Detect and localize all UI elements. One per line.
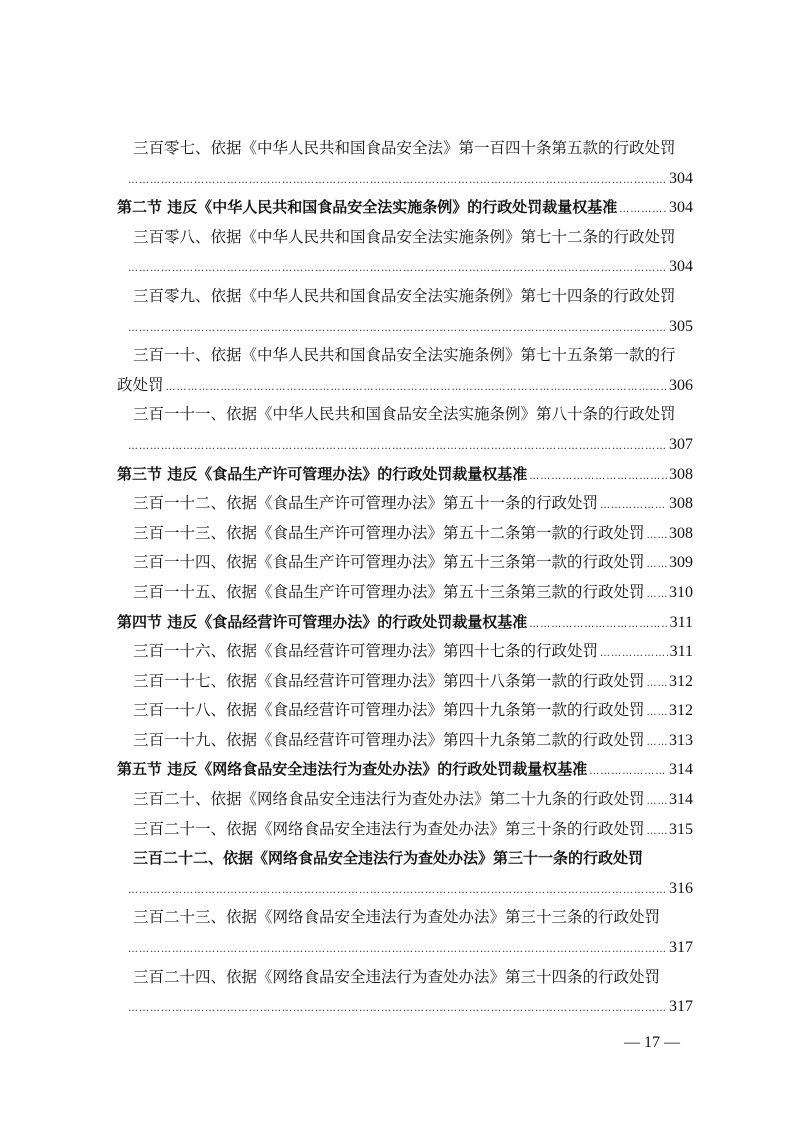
toc-entry-text: 三百一十九、依据《食品经营许可管理办法》第四十九条第二款的行政处罚 <box>133 730 645 749</box>
dot-leader <box>647 669 667 697</box>
table-of-contents <box>117 134 693 1022</box>
toc-section-heading[interactable] <box>117 460 693 490</box>
toc-page-number: 312 <box>669 702 693 720</box>
toc-entry-text: 三百一十七、依据《食品经营许可管理办法》第四十八条第一款的行政处罚 <box>133 671 645 690</box>
dot-leader <box>647 728 667 756</box>
toc-entry-continuation[interactable] <box>117 312 693 342</box>
dot-leader <box>128 166 667 194</box>
toc-entry-continuation[interactable] <box>117 992 693 1022</box>
dot-leader <box>647 787 667 815</box>
toc-page-number: 311 <box>669 613 693 631</box>
toc-entry[interactable] <box>117 341 693 371</box>
toc-entry[interactable] <box>117 667 693 697</box>
toc-entry-text: 政处罚 <box>117 375 164 394</box>
toc-page-number: 315 <box>669 820 693 838</box>
toc-page-number: 304 <box>669 199 693 217</box>
toc-entry-text: 三百二十四、依据《网络食品安全违法行为查处办法》第三十四条的行政处罚 <box>133 967 661 986</box>
toc-page-number: 308 <box>669 465 693 483</box>
dot-leader <box>589 757 667 785</box>
toc-page-number: 310 <box>669 583 693 601</box>
toc-entry[interactable] <box>117 726 693 756</box>
toc-page-number: 308 <box>669 524 693 542</box>
toc-entry-continuation[interactable] <box>117 874 693 904</box>
toc-page-number: 317 <box>669 939 693 957</box>
toc-entry-text: 三百二十一、依据《网络食品安全违法行为查处办法》第三十条的行政处罚 <box>133 819 645 838</box>
dot-leader <box>647 550 667 578</box>
toc-page-number: 314 <box>669 761 693 779</box>
toc-page-number: 305 <box>669 317 693 335</box>
toc-page-number: 308 <box>669 495 693 513</box>
dot-leader <box>600 491 667 519</box>
toc-page-number: 304 <box>669 258 693 276</box>
toc-page-number: 306 <box>669 376 693 394</box>
toc-entry-continuation[interactable] <box>117 164 693 194</box>
toc-entry-text: 第二节 违反《中华人民共和国食品安全法实施条例》的行政处罚裁量权基准 <box>117 198 618 217</box>
dot-leader <box>529 462 667 490</box>
toc-entry[interactable] <box>117 696 693 726</box>
toc-page-number: 312 <box>669 672 693 690</box>
toc-entry-text: 第五节 违反《网络食品安全违法行为查处办法》的行政处罚裁量权基准 <box>117 760 588 779</box>
dot-leader <box>128 994 667 1022</box>
toc-page-number: 316 <box>669 879 693 897</box>
dot-leader <box>128 876 667 904</box>
toc-entry[interactable] <box>117 223 693 253</box>
toc-page-number: 307 <box>669 435 693 453</box>
toc-entry-text: 三百零八、依据《中华人民共和国食品安全法实施条例》第七十二条的行政处罚 <box>133 227 676 246</box>
toc-page-number: 309 <box>669 554 693 572</box>
toc-entry-text: 三百一十一、依据《中华人民共和国食品安全法实施条例》第八十条的行政处罚 <box>133 405 676 424</box>
toc-section-heading[interactable] <box>117 608 693 638</box>
toc-entry-continuation[interactable] <box>117 430 693 460</box>
toc-entry-text: 三百一十四、依据《食品生产许可管理办法》第五十三条第一款的行政处罚 <box>133 553 645 572</box>
toc-entry-text: 三百二十三、依据《网络食品安全违法行为查处办法》第三十三条的行政处罚 <box>133 908 661 927</box>
dot-leader <box>128 432 667 460</box>
toc-entry[interactable] <box>117 400 693 430</box>
toc-entry[interactable] <box>117 548 693 578</box>
toc-entry[interactable] <box>117 844 693 874</box>
toc-page-number: 304 <box>669 169 693 187</box>
toc-entry-text: 三百一十三、依据《食品生产许可管理办法》第五十二条第一款的行政处罚 <box>133 523 645 542</box>
toc-entry-text: 三百二十二、依据《网络食品安全违法行为查处办法》第三十一条的行政处罚 <box>133 849 644 868</box>
toc-entry[interactable] <box>117 489 693 519</box>
toc-entry[interactable] <box>117 815 693 845</box>
toc-entry[interactable] <box>117 282 693 312</box>
toc-entry[interactable] <box>117 785 693 815</box>
dot-leader <box>619 195 667 223</box>
toc-entry-text: 三百二十、依据《网络食品安全违法行为查处办法》第二十九条的行政处罚 <box>133 790 645 809</box>
toc-entry[interactable] <box>117 578 693 608</box>
dot-leader <box>166 373 667 401</box>
toc-entry-text: 三百一十五、依据《食品生产许可管理办法》第五十三条第三款的行政处罚 <box>133 582 645 601</box>
dot-leader <box>600 639 668 667</box>
dot-leader <box>529 610 667 638</box>
toc-entry-text: 三百一十八、依据《食品经营许可管理办法》第四十九条第一款的行政处罚 <box>133 701 645 720</box>
toc-section-heading[interactable] <box>117 755 693 785</box>
toc-entry-text: 三百一十、依据《中华人民共和国食品安全法实施条例》第七十五条第一款的行 <box>133 346 676 365</box>
toc-entry-continuation[interactable] <box>117 371 693 401</box>
dot-leader <box>647 580 667 608</box>
toc-entry-text: 三百一十二、依据《食品生产许可管理办法》第五十一条的行政处罚 <box>133 494 599 513</box>
toc-page-number: 313 <box>669 731 693 749</box>
dot-leader <box>647 521 667 549</box>
toc-page-number: 314 <box>669 791 693 809</box>
toc-entry[interactable] <box>117 134 693 164</box>
toc-entry[interactable] <box>117 519 693 549</box>
toc-entry[interactable] <box>117 903 693 933</box>
toc-page-number: 317 <box>669 998 693 1016</box>
toc-entry-continuation[interactable] <box>117 252 693 282</box>
dot-leader <box>128 935 667 963</box>
toc-entry-text: 三百零九、依据《中华人民共和国食品安全法实施条例》第七十四条的行政处罚 <box>133 286 676 305</box>
toc-entry-continuation[interactable] <box>117 933 693 963</box>
dot-leader <box>128 254 667 282</box>
toc-entry-text: 第三节 违反《食品生产许可管理办法》的行政处罚裁量权基准 <box>117 464 528 483</box>
dot-leader <box>128 314 667 342</box>
dot-leader <box>647 698 667 726</box>
toc-entry[interactable] <box>117 963 693 993</box>
toc-entry-text: 第四节 违反《食品经营许可管理办法》的行政处罚裁量权基准 <box>117 612 528 631</box>
toc-entry-text: 三百一十六、依据《食品经营许可管理办法》第四十七条的行政处罚 <box>133 642 599 661</box>
toc-entry[interactable] <box>117 637 693 667</box>
toc-section-heading[interactable] <box>117 193 693 223</box>
toc-page-number: 311 <box>669 643 693 661</box>
page-number: — 17 — <box>624 1034 680 1051</box>
dot-leader <box>647 817 667 845</box>
toc-entry-text: 三百零七、依据《中华人民共和国食品安全法》第一百四十条第五款的行政处罚 <box>133 139 676 157</box>
